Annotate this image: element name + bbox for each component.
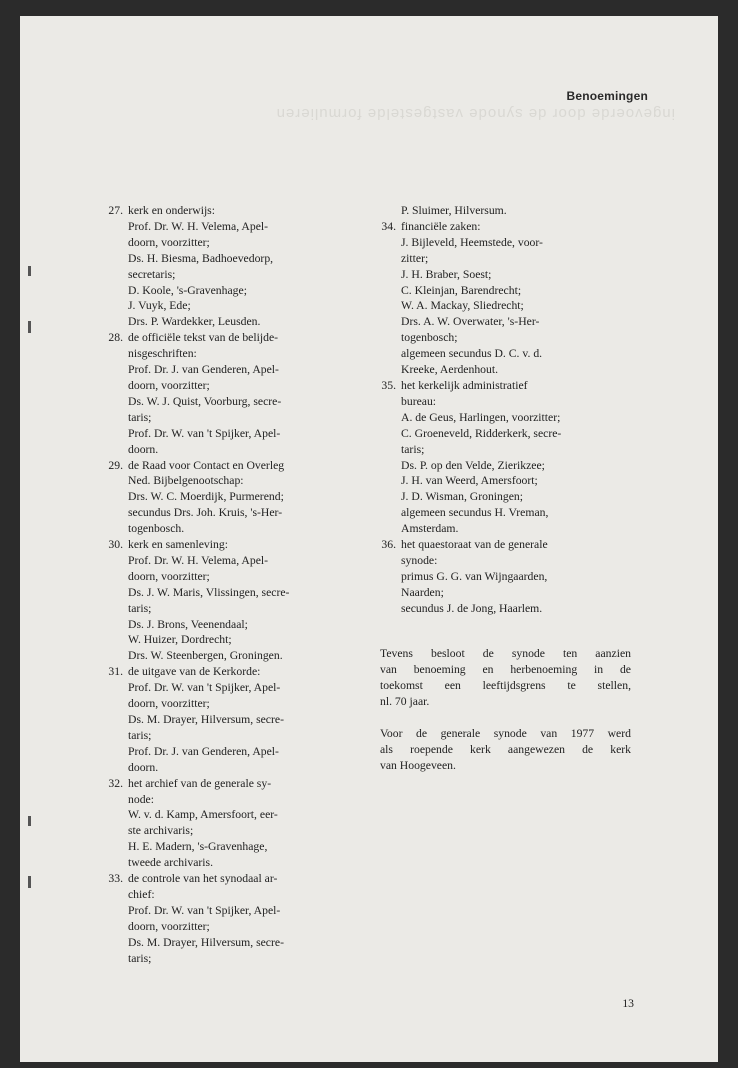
item-line: de Raad voor Contact en Overleg (128, 458, 285, 472)
item-line: het quaestoraat van de generale (401, 538, 548, 552)
item-line: P. Sluimer, Hilversum. (401, 204, 507, 217)
paragraph-line: toekomst een leeftijdsgrens te stellen, (380, 678, 631, 692)
item-line: bureau: (401, 394, 437, 408)
item-line: Ned. Bijbelgenootschap: (128, 474, 244, 488)
item-line: W. Huizer, Dordrecht; (128, 633, 232, 647)
item-line: J. D. Wisman, Groningen; (401, 490, 524, 504)
item-line: doorn, voorzitter; (128, 235, 210, 249)
item-line: primus G. G. van Wijngaarden, (401, 569, 548, 583)
item-line: Ds. W. J. Quist, Voorburg, secre- (128, 394, 282, 408)
binding-mark (28, 876, 31, 888)
left-column (100, 203, 345, 967)
item-line: Naarden; (401, 585, 444, 599)
binding-mark (28, 266, 31, 276)
item-line: Ds. J. W. Maris, Vlissingen, secre- (128, 585, 290, 599)
item-line: Prof. Dr. W. H. Velema, Apel- (128, 553, 269, 567)
item-line: taris; (128, 951, 152, 965)
item-number: 29. (108, 458, 123, 472)
item-line: doorn. (128, 760, 159, 774)
item-line: C. Kleinjan, Barendrecht; (401, 283, 522, 297)
item-line: taris; (128, 601, 152, 615)
item-number: 36. (381, 538, 396, 552)
item-line: de officiële tekst van de belijde- (128, 331, 279, 345)
item-line: algemeen secundus D. C. v. d. (401, 347, 543, 361)
item-line: Ds. P. op den Velde, Zierikzee; (401, 458, 545, 472)
item-line: Drs. W. C. Moerdijk, Purmerend; (128, 490, 284, 504)
item-line: Kreeke, Aerdenhout. (401, 363, 499, 377)
paragraph-next-synod (380, 726, 631, 774)
item-line: W. v. d. Kamp, Amersfoort, eer- (128, 808, 278, 822)
item-line: togenbosch; (401, 331, 458, 345)
item-number: 30. (108, 538, 123, 552)
item-line: doorn, voorzitter; (128, 569, 210, 583)
list-item (100, 871, 345, 966)
item-number: 33. (108, 872, 123, 886)
item-line: ste archivaris; (128, 824, 194, 838)
item-number: 27. (108, 204, 123, 217)
item-line: node: (128, 792, 154, 806)
list-item (373, 203, 633, 219)
list-item (373, 537, 633, 617)
item-line: Drs. P. Wardekker, Leusden. (128, 315, 261, 329)
item-number: 31. (108, 665, 123, 679)
item-number: 32. (108, 776, 123, 790)
paragraph-line: Voor de generale synode van 1977 werd (380, 727, 631, 740)
list-item (373, 219, 633, 378)
item-line: taris; (401, 442, 425, 456)
binding-mark (28, 321, 31, 333)
item-number: 35. (381, 378, 396, 392)
list-item (100, 664, 345, 775)
list-item (100, 203, 345, 330)
list-item (100, 537, 345, 664)
item-line: nisgeschriften: (128, 347, 197, 361)
item-line: Prof. Dr. J. van Genderen, Apel- (128, 363, 279, 377)
item-line: taris; (128, 410, 152, 424)
item-line: kerk en onderwijs: (128, 204, 215, 217)
item-line: C. Groeneveld, Ridderkerk, secre- (401, 426, 562, 440)
item-line: Prof. Dr. W. H. Velema, Apel- (128, 219, 269, 233)
item-line: Ds. H. Biesma, Badhoevedorp, (128, 251, 274, 265)
item-line: taris; (128, 728, 152, 742)
item-line: Prof. Dr. J. van Genderen, Apel- (128, 744, 279, 758)
item-line: J. Bijleveld, Heemstede, voor- (401, 235, 543, 249)
item-line: het archief van de generale sy- (128, 776, 272, 790)
item-line: A. de Geus, Harlingen, voorzitter; (401, 410, 561, 424)
item-line: algemeen secundus H. Vreman, (401, 506, 549, 520)
paragraph-line: als roepende kerk aangewezen de kerk (380, 742, 631, 756)
item-line: financiële zaken: (401, 219, 481, 233)
list-item (100, 776, 345, 871)
item-line: zitter; (401, 251, 429, 265)
item-line: Prof. Dr. W. van 't Spijker, Apel- (128, 903, 281, 917)
paragraph-age-limit (380, 646, 631, 710)
bleed-through-text: ingevoerde door de synode vastgestelde formulieren (275, 105, 675, 122)
item-line: Ds. M. Drayer, Hilversum, secre- (128, 713, 284, 726)
item-number: 34. (381, 219, 396, 233)
list-item (373, 378, 633, 537)
item-number: 28. (108, 331, 123, 345)
paragraph-line: nl. 70 jaar. (380, 694, 430, 708)
item-line: chief: (128, 887, 155, 901)
item-line: Drs. A. W. Overwater, 's-Her- (401, 315, 540, 329)
item-line: J. Vuyk, Ede; (128, 299, 191, 313)
item-line: de controle van het synodaal ar- (128, 872, 278, 886)
item-line: H. E. Madern, 's-Gravenhage, (128, 840, 268, 854)
item-line: Prof. Dr. W. van 't Spijker, Apel- (128, 681, 281, 695)
item-line: Amsterdam. (401, 522, 459, 536)
item-line: de uitgave van de Kerkorde: (128, 665, 261, 679)
paragraph-line: Tevens besloot de synode ten aanzien (380, 647, 631, 660)
list-item (100, 330, 345, 457)
item-line: doorn, voorzitter; (128, 378, 210, 392)
item-line: Ds. M. Drayer, Hilversum, secre- (128, 935, 284, 949)
item-line: het kerkelijk administratief (401, 378, 528, 392)
item-line: W. A. Mackay, Sliedrecht; (401, 299, 524, 313)
paragraph-line: van Hoogeveen. (380, 758, 456, 772)
item-line: J. H. Braber, Soest; (401, 267, 492, 281)
item-line: Drs. W. Steenbergen, Groningen. (128, 649, 283, 663)
list-item (100, 458, 345, 538)
item-line: secundus J. de Jong, Haarlem. (401, 601, 543, 615)
item-line: secretaris; (128, 267, 176, 281)
binding-mark (28, 816, 31, 826)
item-line: togenbosch. (128, 522, 185, 536)
page-number: 13 (622, 997, 634, 1010)
page-header-title: Benoemingen (566, 89, 648, 103)
item-line: doorn, voorzitter; (128, 919, 210, 933)
paragraph-line: van benoeming en herbenoeming in de (380, 662, 631, 676)
item-line: secundus Drs. Joh. Kruis, 's-Her- (128, 506, 283, 520)
item-line: D. Koole, 's-Gravenhage; (128, 283, 247, 297)
item-line: doorn. (128, 442, 159, 456)
item-line: doorn, voorzitter; (128, 697, 210, 711)
item-line: tweede archivaris. (128, 856, 214, 870)
item-line: Prof. Dr. W. van 't Spijker, Apel- (128, 426, 281, 440)
item-line: synode: (401, 553, 438, 567)
right-column (373, 203, 633, 617)
item-line: Ds. J. Brons, Veenendaal; (128, 617, 248, 631)
item-line: J. H. van Weerd, Amersfoort; (401, 474, 538, 488)
item-line: kerk en samenleving: (128, 538, 228, 552)
